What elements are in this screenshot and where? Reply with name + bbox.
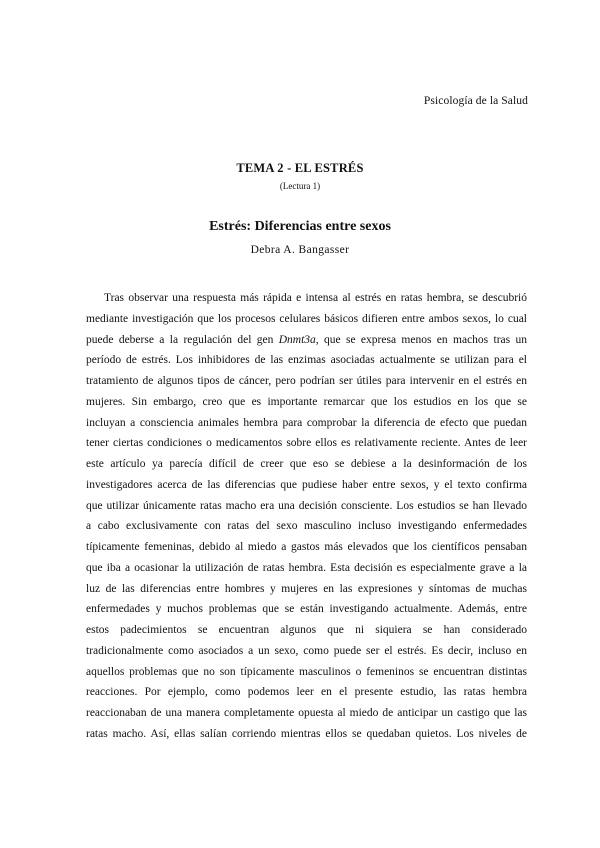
body-line: mediante investigación que los procesos celulares básicos difieren entre ambos sexos, lo cual: [86, 312, 527, 325]
topic-title: TEMA 2 - EL ESTRÉS: [236, 161, 364, 175]
body-paragraph: [86, 288, 527, 745]
body-line-text: puede deberse a la regulación del gen: [86, 333, 279, 346]
body-line: a cabo exclusivamente con ratas del sexo masculino incluso investigando enfermedades: [86, 520, 527, 533]
body-line-text: , que se expresa menos en machos tras un: [315, 333, 527, 346]
body-line: incluyan a consciencia animales hembra para comprobar la diferencia de efecto que puedan: [86, 416, 527, 429]
body-line: luz de las diferencias entre hombres y mujeres en las expresiones y síntomas de muchas: [86, 582, 527, 595]
body-line: tradicionalmente como asociados a un sexo, como puede ser el estrés. Es decir, incluso en: [86, 644, 527, 657]
body-line: Tras observar una respuesta más rápida e intensa al estrés en ratas hembra, se descubrió: [104, 292, 527, 304]
lecture-note: (Lectura 1): [279, 181, 321, 191]
body-line: típicamente femeninas, debido al miedo a gastos más elevados que los científicos pensaban: [86, 541, 527, 553]
body-line: que utilizar únicamente ratas macho era una decisión consciente. Los estudios se han llevado: [86, 499, 527, 512]
body-line: enfermedades y muchos problemas que se están investigando actualmente. Además, entre: [86, 603, 527, 616]
article-title: Estrés: Diferencias entre sexos: [209, 219, 391, 234]
body-line: reaccionaban de una manera completamente opuesta al miedo de anticipar un castigo que las: [86, 707, 527, 719]
body-line: investigadores acerca de las diferencias que pudiese haber entre sexos, y el texto confirma: [86, 478, 527, 491]
body-line: reacciones. Por ejemplo, como podemos leer en el presente estudio, las ratas hembra: [86, 686, 527, 699]
body-line: aquellos problemas que no son típicamente masculinos o femeninos se encuentran distintas: [86, 665, 527, 678]
body-line: ratas macho. Así, ellas salían corriendo mientras ellos se quedaban quietos. Los niveles de: [86, 727, 527, 740]
body-line: tener ciertas condiciones o medicamentos sobre ellos es relativamente reciente. Antes de leer: [86, 437, 527, 450]
body-line: tratamiento de algunos tipos de cáncer, pero podrían ser útiles para intervenir en el estrés en: [86, 375, 527, 387]
body-line: [86, 330, 527, 351]
body-line: este artículo ya parecía difícil de creer que eso se debiese a la desinformación de los: [86, 458, 527, 470]
body-line: estos padecimientos se encuentran algunos que ni siquiera se han considerado: [86, 624, 527, 636]
body-line: mujeres. Sin embargo, creo que es importante remarcar que los estudios en los que se: [86, 395, 527, 408]
body-line: que iba a ocasionar la utilización de ratas hembra. Esta decisión es especialmente grave a la: [86, 561, 527, 574]
running-header: Psicología de la Salud: [423, 95, 528, 107]
body-line: período de estrés. Los inhibidores de las enzimas asociadas actualmente se utilizan para el: [86, 354, 527, 367]
gene-name: Dnmt3a: [278, 333, 316, 346]
author-name: Debra A. Bangasser: [250, 244, 350, 256]
